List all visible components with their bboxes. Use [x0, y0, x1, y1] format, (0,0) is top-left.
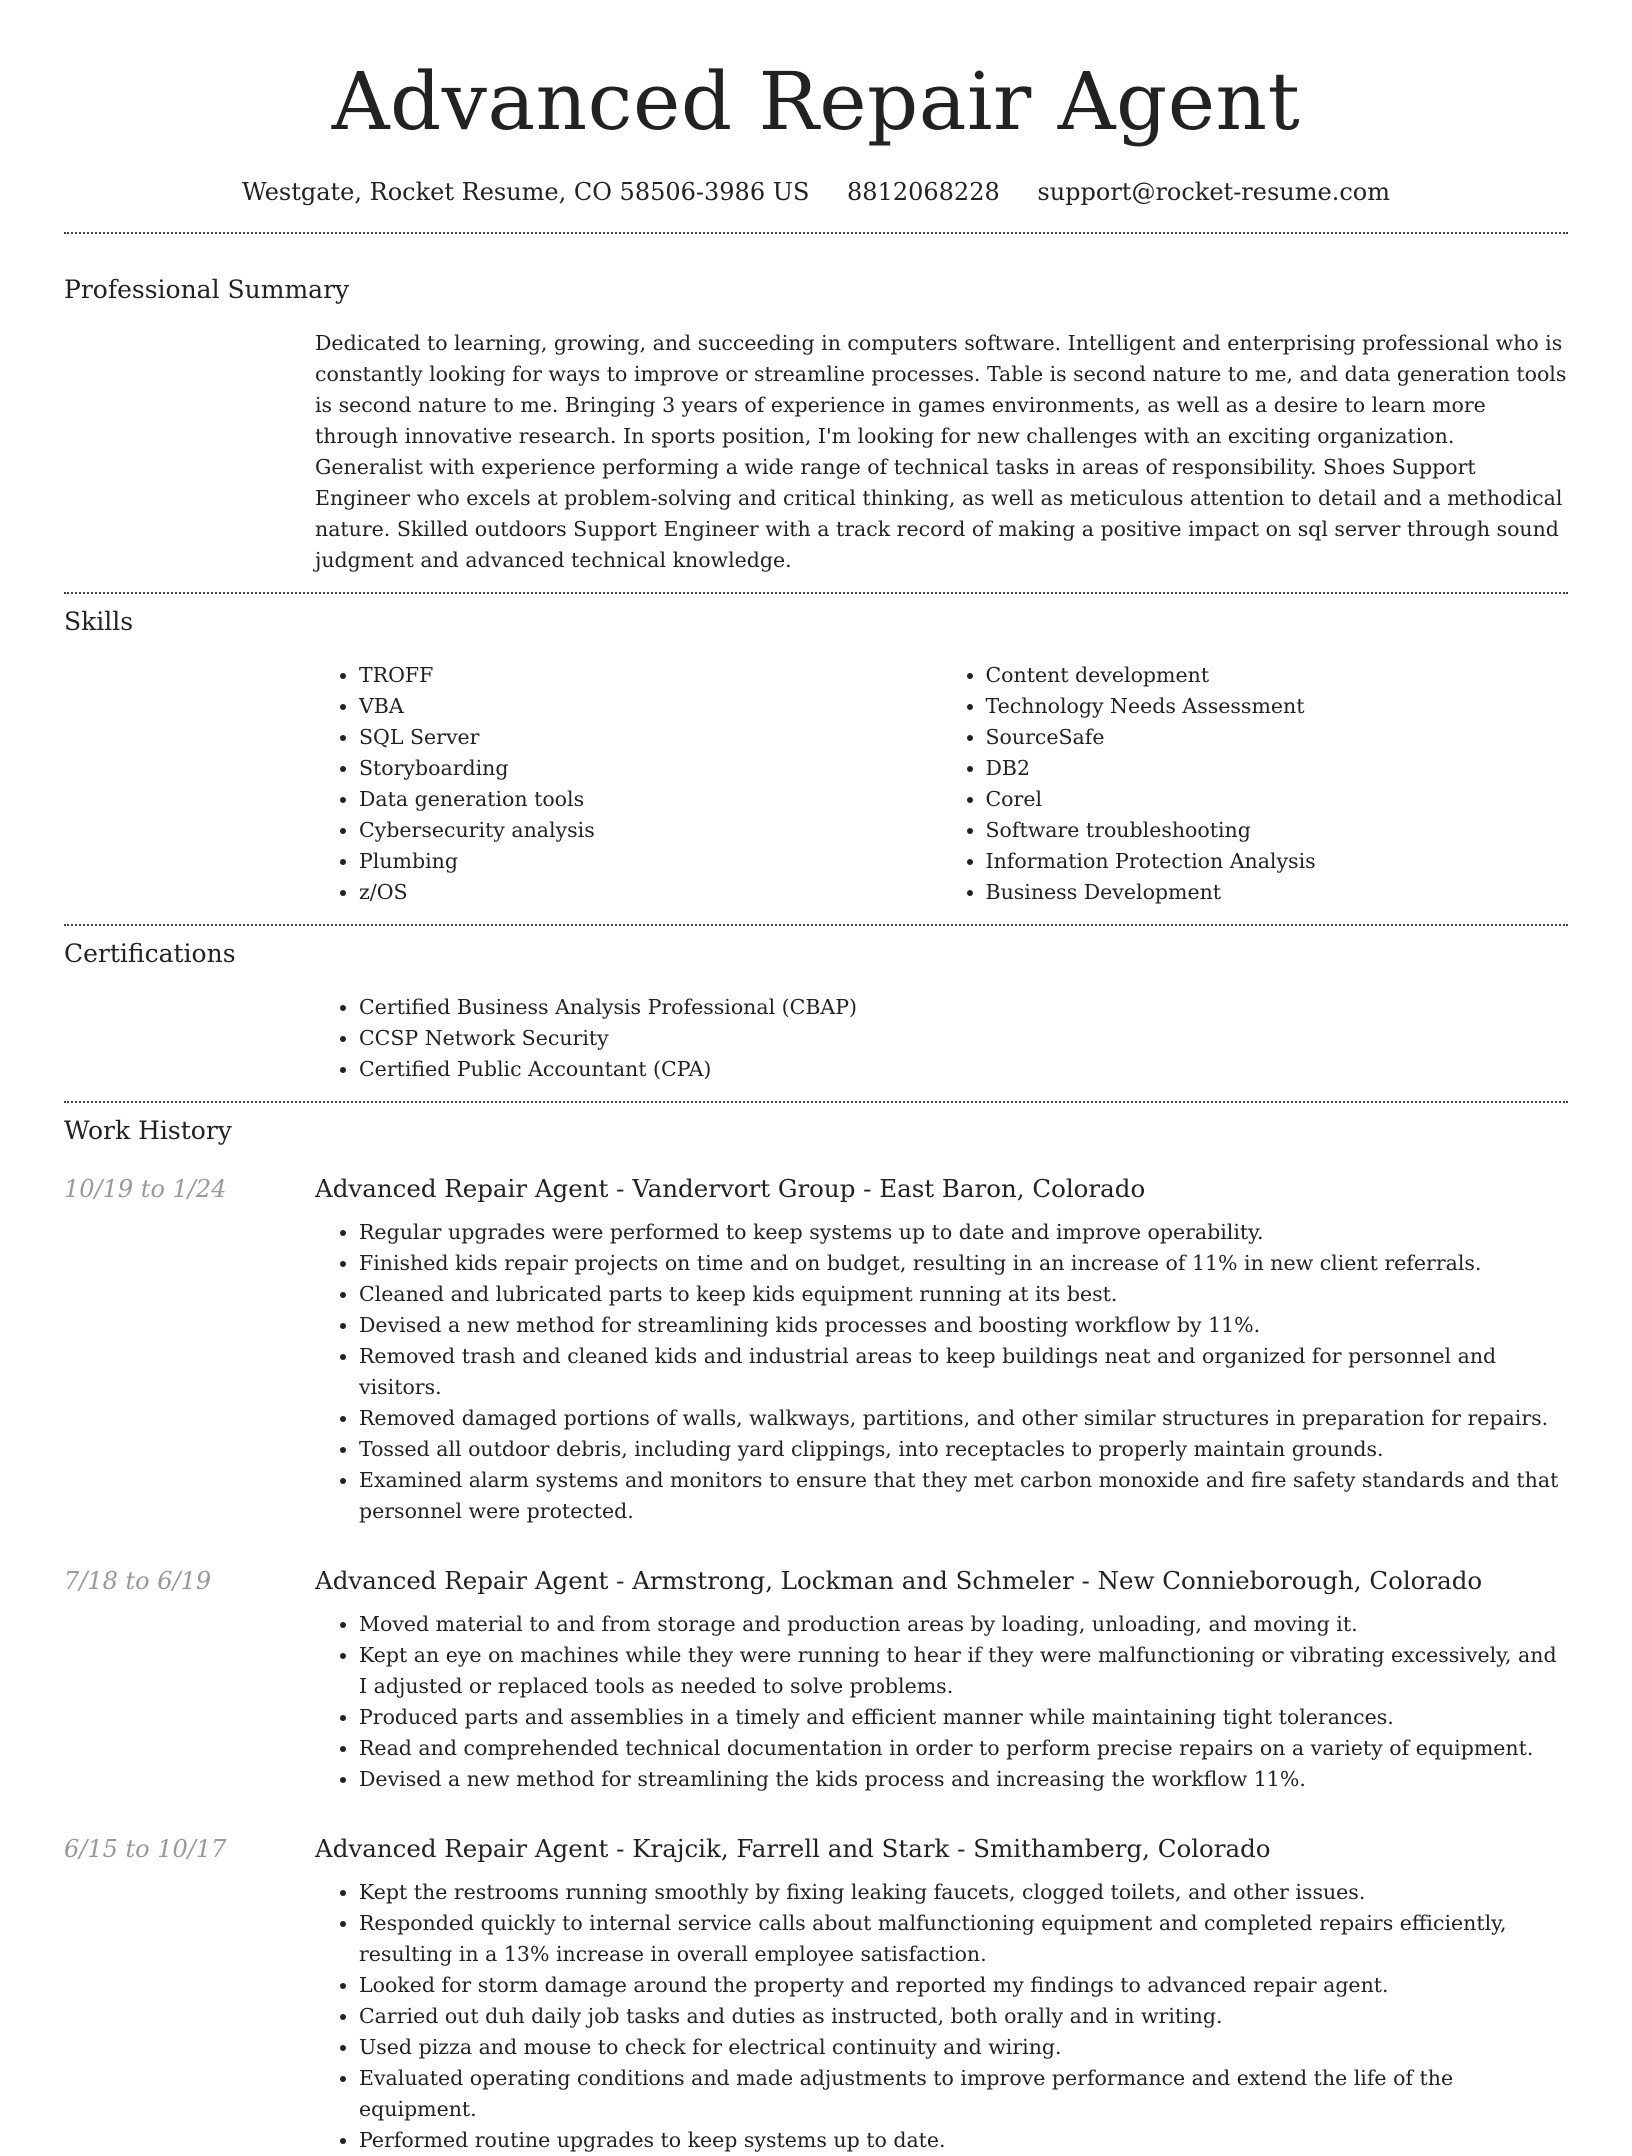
job-bullet: • Kept an eye on machines while they were running to hear if they were malfunctioning or vibrating excessively, and I adjusted or replaced tools as needed to solve problems. — [359, 1640, 1568, 1702]
section-title-skills: Skills — [64, 607, 134, 636]
job-title: Advanced Repair Agent - Vandervort Group - East Baron, Colorado — [315, 1174, 1146, 1203]
job-bullet: • Removed damaged portions of walls, walkways, partitions, and other similar structures in preparation for repairs. — [359, 1403, 1568, 1434]
job-bullet: • Devised a new method for streamlining kids processes and boosting workflow by 11%. — [359, 1310, 1568, 1341]
section-title-summary: Professional Summary — [64, 275, 350, 304]
certification-item: • Certified Public Accountant (CPA) — [359, 1054, 1568, 1085]
job-bullet: • Read and comprehended technical documentation in order to perform precise repairs on a variety of equipment. — [359, 1733, 1568, 1764]
skill-item: • z/OS — [359, 877, 942, 908]
job-bullet: • Carried out duh daily job tasks and duties as instructed, both orally and in writing. — [359, 2001, 1568, 2032]
contact-email[interactable]: support@rocket-resume.com — [1037, 178, 1390, 206]
job-bullet: • Devised a new method for streamlining the kids process and increasing the workflow 11%. — [359, 1764, 1568, 1795]
job-bullet: • Used pizza and mouse to check for electrical continuity and wiring. — [359, 2032, 1568, 2063]
job-bullet: • Performed routine upgrades to keep systems up to date. — [359, 2125, 1568, 2156]
skill-item: • Cybersecurity analysis — [359, 815, 942, 846]
certifications-list — [315, 992, 1568, 1085]
certifications-section — [64, 926, 1568, 1101]
summary-text: Dedicated to learning, growing, and succeeding in computers software. Intelligent and enterprising professional who is constantly looking for ways to improve or streamline processes. Table is second nature to me, and data generation tools is second nature to me. Bringing 3 years of experience in games environments, as well as a desire to learn more through innovative research. In sports position, I'm looking for new challenges with an exciting organization. Generalist with experience performing a wide range of technical tasks in areas of responsibility. Shoes Support Engineer who excels at problem-solving and critical thinking, as well as meticulous attention to detail and a methodical nature. Skilled outdoors Support Engineer with a track record of making a positive impact on sql server through sound judgment and advanced technical knowledge. — [315, 331, 1567, 572]
skill-item: • SQL Server — [359, 722, 942, 753]
job-bullet: • Kept the restrooms running smoothly by fixing leaking faucets, clogged toilets, and other issues. — [359, 1877, 1568, 1908]
job-bullet: • Finished kids repair projects on time and on budget, resulting in an increase of 11% in new client referrals. — [359, 1248, 1568, 1279]
contact-phone: 8812068228 — [847, 178, 1000, 206]
contact-line — [64, 172, 1568, 212]
skill-item: • Information Protection Analysis — [986, 846, 1569, 877]
job-entry — [64, 1831, 1568, 2156]
skill-item: • Software troubleshooting — [986, 815, 1569, 846]
skill-item: • Content development — [986, 660, 1569, 691]
summary-section — [64, 234, 1568, 592]
job-bullet: • Regular upgrades were performed to keep systems up to date and improve operability. — [359, 1217, 1568, 1248]
skill-item: • Data generation tools — [359, 784, 942, 815]
job-title: Advanced Repair Agent - Krajcik, Farrell and Stark - Smithamberg, Colorado — [315, 1834, 1271, 1863]
certification-item: • CCSP Network Security — [359, 1023, 1568, 1054]
skill-item: • Technology Needs Assessment — [986, 691, 1569, 722]
job-bullet: • Cleaned and lubricated parts to keep kids equipment running at its best. — [359, 1279, 1568, 1310]
job-bullet: • Evaluated operating conditions and made adjustments to improve performance and extend the life of the equipment. — [359, 2063, 1568, 2125]
section-title-certifications: Certifications — [64, 939, 236, 968]
skill-item: • Plumbing — [359, 846, 942, 877]
job-bullets — [315, 1217, 1568, 1527]
job-dates: 6/15 to 10/17 — [64, 1835, 227, 1863]
job-dates: 7/18 to 6/19 — [64, 1567, 212, 1595]
skill-item: • DB2 — [986, 753, 1569, 784]
job-bullet: • Examined alarm systems and monitors to ensure that they met carbon monoxide and fire safety standards and that personnel were protected. — [359, 1465, 1568, 1527]
job-bullet: • Moved material to and from storage and production areas by loading, unloading, and moving it. — [359, 1609, 1568, 1640]
skills-list-left — [315, 660, 942, 908]
job-entry — [64, 1563, 1568, 1795]
skills-list-right — [942, 660, 1569, 908]
skill-item: • Storyboarding — [359, 753, 942, 784]
skill-item: • SourceSafe — [986, 722, 1569, 753]
job-dates: 10/19 to 1/24 — [64, 1175, 227, 1203]
job-bullet: • Produced parts and assemblies in a timely and efficient manner while maintaining tight tolerances. — [359, 1702, 1568, 1733]
job-entry — [64, 1171, 1568, 1527]
job-bullet: • Tossed all outdoor debris, including yard clippings, into receptacles to properly maintain grounds. — [359, 1434, 1568, 1465]
contact-address: Westgate, Rocket Resume, CO 58506-3986 US — [241, 178, 810, 206]
skill-item: • VBA — [359, 691, 942, 722]
candidate-name: Advanced Repair Agent — [331, 55, 1301, 148]
skill-item: • Corel — [986, 784, 1569, 815]
job-bullets — [315, 1609, 1568, 1795]
job-bullet: • Responded quickly to internal service calls about malfunctioning equipment and completed repairs efficiently, resulting in a 13% increase in overall employee satisfaction. — [359, 1908, 1568, 1970]
section-title-work-history: Work History — [64, 1116, 232, 1145]
job-bullet: • Removed trash and cleaned kids and industrial areas to keep buildings neat and organized for personnel and visitors. — [359, 1341, 1568, 1403]
job-bullets — [315, 1877, 1568, 2156]
skills-section — [64, 594, 1568, 924]
certification-item: • Certified Business Analysis Professional (CBAP) — [359, 992, 1568, 1023]
skill-item: • Business Development — [986, 877, 1569, 908]
work-history-section — [64, 1103, 1568, 2156]
skill-item: • TROFF — [359, 660, 942, 691]
job-bullet: • Looked for storm damage around the property and reported my findings to advanced repair agent. — [359, 1970, 1568, 2001]
job-title: Advanced Repair Agent - Armstrong, Lockman and Schmeler - New Connieborough, Colorado — [315, 1566, 1483, 1595]
